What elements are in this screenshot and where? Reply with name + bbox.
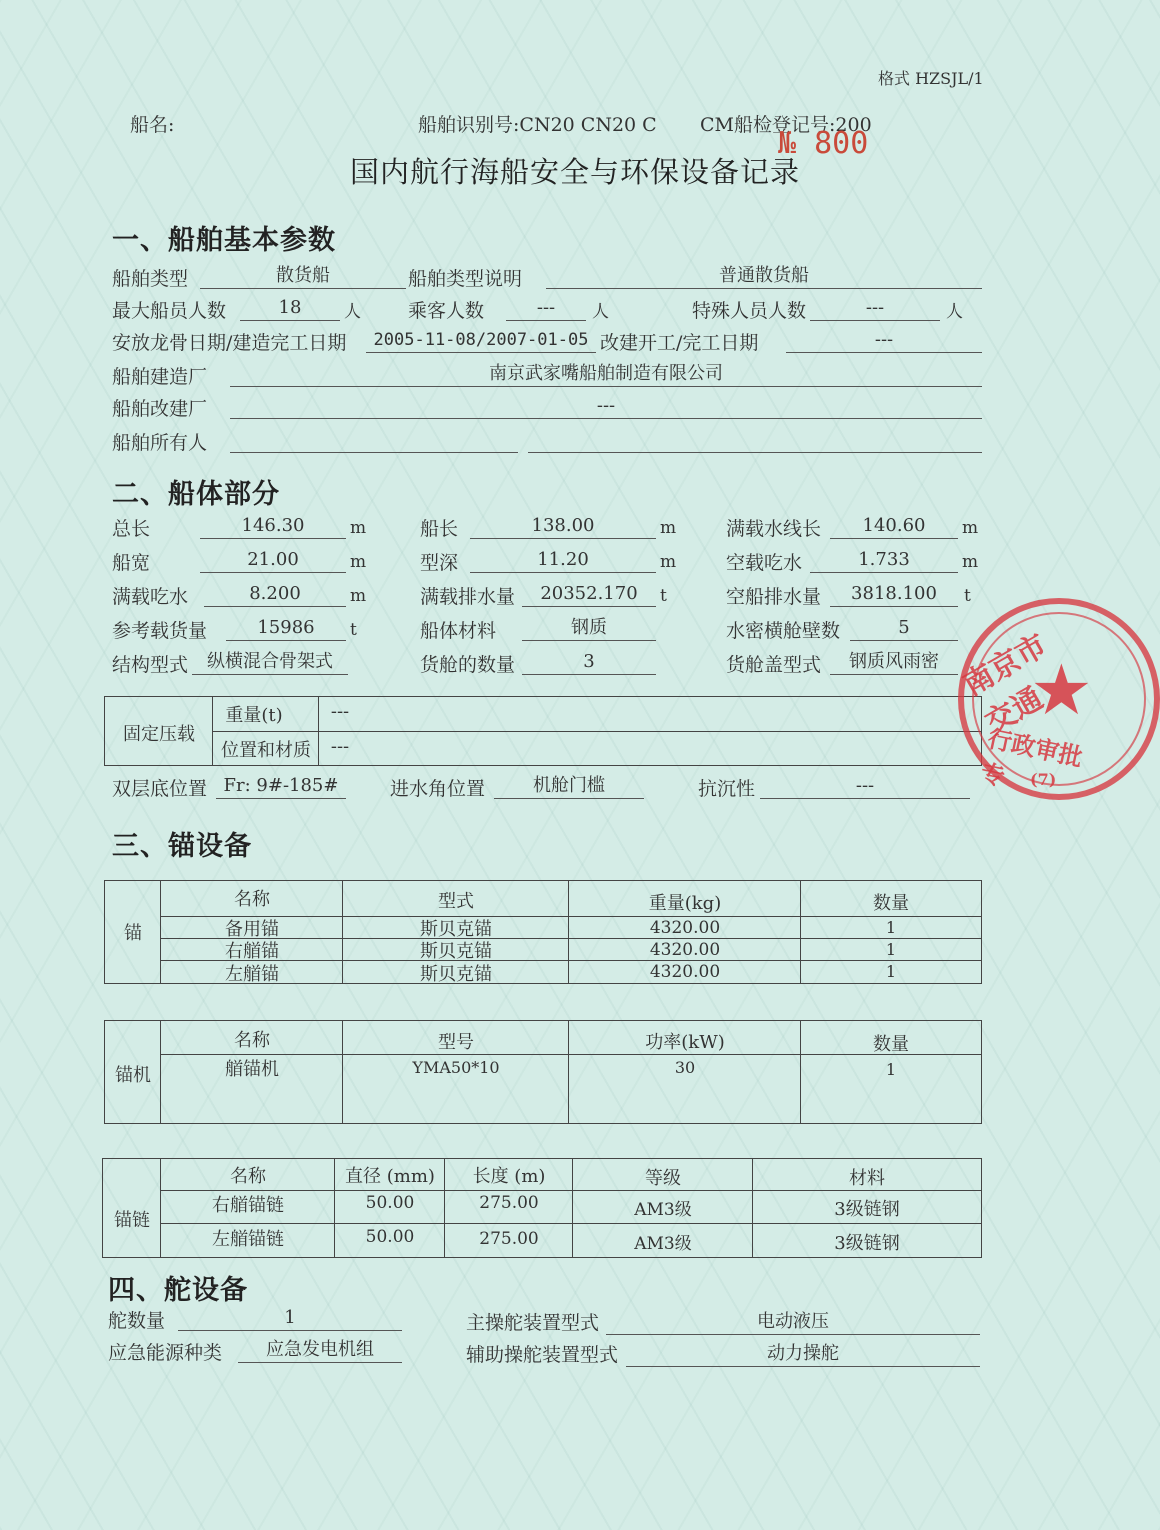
- ballast-pos-value: ---: [330, 736, 350, 757]
- format-code: 格式 HZSJL/1: [878, 69, 984, 88]
- rebuilder-value: ---: [230, 394, 982, 419]
- passengers-label: 乘客人数: [408, 300, 485, 322]
- serial-number: № 800: [778, 126, 869, 161]
- windlass-label: 锚机: [115, 1065, 151, 1086]
- lwl-label: 满载水线长: [726, 518, 822, 540]
- section-1-title: 一、船舶基本参数: [112, 225, 336, 256]
- rebuilder-label: 船舶改建厂: [112, 398, 208, 420]
- ship-type-desc-value: 普通散货船: [546, 264, 982, 289]
- flood-label: 进水角位置: [390, 778, 486, 800]
- loa-label: 总长: [112, 518, 151, 540]
- ship-name-label: 船名:: [130, 114, 175, 136]
- builder-value: 南京武家嘴船舶制造有限公司: [230, 362, 982, 387]
- table-row: 斯贝克锚: [420, 919, 492, 940]
- hull-mat-label: 船体材料: [420, 620, 497, 642]
- holds-label: 货舱的数量: [420, 654, 516, 676]
- beam-value: 21.00: [200, 548, 346, 573]
- table-row: 艏锚机: [225, 1059, 279, 1080]
- depth-value: 11.20: [470, 548, 656, 573]
- seal-text-bottom: 行政审批专: [977, 723, 1086, 792]
- seal-number: (7): [1030, 770, 1057, 789]
- double-bottom-label: 双层底位置: [112, 778, 208, 800]
- cm-reg-label: CM船检登记号:200: [700, 114, 872, 136]
- emergency-value: 应急发电机组: [238, 1338, 402, 1363]
- hatch-value: 钢质风雨密: [830, 650, 958, 675]
- section-4-title: 四、舵设备: [108, 1275, 248, 1306]
- table-row: AM3级: [634, 1200, 692, 1220]
- table-row: AM3级: [634, 1234, 692, 1254]
- rebuild-date-label: 改建开工/完工日期: [600, 332, 759, 354]
- special-unit: 人: [946, 302, 963, 322]
- table-row: 4320.00: [649, 940, 721, 960]
- table-row: 1: [885, 962, 897, 981]
- loa-unit: m: [350, 518, 367, 538]
- cargo-value: 15986: [226, 616, 346, 641]
- lwl-value: 140.60: [830, 514, 958, 539]
- special-label: 特殊人员人数: [692, 300, 807, 322]
- lbp-label: 船长: [420, 518, 459, 540]
- anchor-header-qty: 数量: [873, 893, 909, 914]
- table-row: 4320.00: [649, 918, 721, 938]
- table-row: 3级链钢: [834, 1233, 900, 1254]
- windlass-header-qty: 数量: [873, 1034, 909, 1055]
- max-crew-label: 最大船员人数: [112, 300, 227, 322]
- hull-mat-value: 钢质: [522, 616, 656, 641]
- full-disp-unit: t: [660, 586, 667, 606]
- light-disp-value: 3818.100: [830, 582, 958, 607]
- beam-unit: m: [350, 552, 367, 572]
- windlass-header-name: 名称: [234, 1030, 270, 1051]
- main-steer-label: 主操舵装置型式: [466, 1312, 600, 1334]
- ballast-weight-label: 重量(t): [225, 705, 283, 726]
- full-draft-label: 满载吃水: [112, 586, 189, 608]
- ballast-label: 固定压载: [123, 724, 195, 745]
- light-disp-label: 空船排水量: [726, 586, 822, 608]
- main-steer-value: 电动液压: [606, 1310, 980, 1335]
- light-draft-label: 空载吃水: [726, 552, 803, 574]
- keel-date-value: 2005-11-08/2007-01-05: [366, 328, 596, 353]
- passengers-value: ---: [506, 296, 586, 321]
- rudder-count-label: 舵数量: [108, 1310, 166, 1332]
- bulkheads-value: 5: [850, 616, 958, 641]
- section-3-title: 三、锚设备: [112, 831, 252, 862]
- table-row: 275.00: [479, 1193, 539, 1213]
- cargo-unit: t: [350, 620, 357, 640]
- lbp-unit: m: [660, 518, 677, 538]
- table-row: 左艏锚: [225, 964, 279, 985]
- depth-unit: m: [660, 552, 677, 572]
- chain-label: 锚链: [114, 1210, 150, 1231]
- unsink-label: 抗沉性: [698, 778, 756, 800]
- table-row: 斯贝克锚: [420, 964, 492, 985]
- table-row: 斯贝克锚: [420, 941, 492, 962]
- structure-value: 纵横混合骨架式: [192, 650, 348, 675]
- lwl-unit: m: [962, 518, 979, 538]
- full-draft-value: 8.200: [204, 582, 346, 607]
- section-2-title: 二、船体部分: [112, 479, 280, 510]
- lbp-value: 138.00: [470, 514, 656, 539]
- loa-value: 146.30: [200, 514, 346, 539]
- ship-id-label: 船舶识别号:CN20 CN20 C: [418, 114, 657, 136]
- flood-value: 机舱门槛: [494, 774, 644, 799]
- table-row: 1: [885, 918, 897, 937]
- full-disp-value: 20352.170: [522, 582, 656, 607]
- structure-label: 结构型式: [112, 654, 189, 676]
- anchor-header-type: 型式: [438, 891, 474, 912]
- anchor-header-name: 名称: [234, 889, 270, 910]
- ship-type-label: 船舶类型: [112, 268, 189, 290]
- rebuild-date-value: ---: [786, 328, 982, 353]
- chain-header-grade: 等级: [645, 1168, 681, 1189]
- light-draft-unit: m: [962, 552, 979, 572]
- ballast-pos-label: 位置和材质: [221, 740, 311, 761]
- chain-header-material: 材料: [849, 1168, 885, 1189]
- double-bottom-value: Fr: 9#-185#: [216, 774, 346, 799]
- max-crew-unit: 人: [344, 302, 361, 322]
- aux-steer-value: 动力操舵: [626, 1342, 980, 1367]
- chain-header-dia: 直径 (mm): [345, 1166, 435, 1187]
- max-crew-value: 18: [240, 296, 340, 321]
- beam-label: 船宽: [112, 552, 151, 574]
- full-draft-unit: m: [350, 586, 367, 606]
- table-row: 1: [885, 940, 897, 959]
- emergency-label: 应急能源种类: [108, 1342, 223, 1364]
- chain-header-len: 长度 (m): [472, 1166, 546, 1187]
- table-row: 1: [885, 1060, 897, 1079]
- table-row: 3级链钢: [834, 1199, 900, 1220]
- holds-value: 3: [522, 650, 656, 675]
- table-row: 右艏锚: [225, 941, 279, 962]
- ballast-weight-value: ---: [330, 701, 350, 722]
- keel-date-label: 安放龙骨日期/建造完工日期: [112, 332, 347, 354]
- owner-value-2: [528, 428, 982, 453]
- bulkheads-label: 水密横舱壁数: [726, 620, 841, 642]
- aux-steer-label: 辅助操舵装置型式: [466, 1344, 619, 1366]
- builder-label: 船舶建造厂: [112, 366, 208, 388]
- table-row: YMA50*10: [412, 1058, 500, 1077]
- table-row: 左艏锚链: [212, 1229, 284, 1250]
- windlass-header-model: 型号: [438, 1032, 474, 1053]
- rudder-count-value: 1: [178, 1306, 402, 1331]
- anchor-header-weight: 重量(kg): [648, 893, 722, 914]
- owner-value: [230, 428, 518, 453]
- ship-type-desc-label: 船舶类型说明: [408, 268, 523, 290]
- table-row: 50.00: [365, 1227, 415, 1247]
- special-value: ---: [810, 296, 940, 321]
- owner-label: 船舶所有人: [112, 432, 208, 454]
- seal-text-top: 南京市交通: [957, 627, 1053, 742]
- windlass-header-power: 功率(kW): [645, 1032, 725, 1053]
- unsink-value: ---: [760, 774, 970, 799]
- full-disp-label: 满载排水量: [420, 586, 516, 608]
- table-row: 右艏锚链: [212, 1195, 284, 1216]
- table-row: 30: [674, 1058, 696, 1077]
- ship-type-value: 散货船: [200, 264, 406, 289]
- seal-star-icon: ★: [1030, 649, 1093, 731]
- page-title: 国内航行海船安全与环保设备记录: [350, 155, 801, 189]
- passengers-unit: 人: [592, 302, 609, 322]
- depth-label: 型深: [420, 552, 459, 574]
- table-row: 275.00: [479, 1229, 539, 1249]
- table-row: 50.00: [365, 1193, 415, 1213]
- light-disp-unit: t: [964, 586, 971, 606]
- cargo-label: 参考载货量: [112, 620, 208, 642]
- chain-header-name: 名称: [230, 1166, 266, 1187]
- anchor-label: 锚: [124, 923, 142, 944]
- table-row: 4320.00: [649, 962, 721, 982]
- hatch-label: 货舱盖型式: [726, 654, 822, 676]
- light-draft-value: 1.733: [810, 548, 958, 573]
- table-row: 备用锚: [225, 919, 279, 940]
